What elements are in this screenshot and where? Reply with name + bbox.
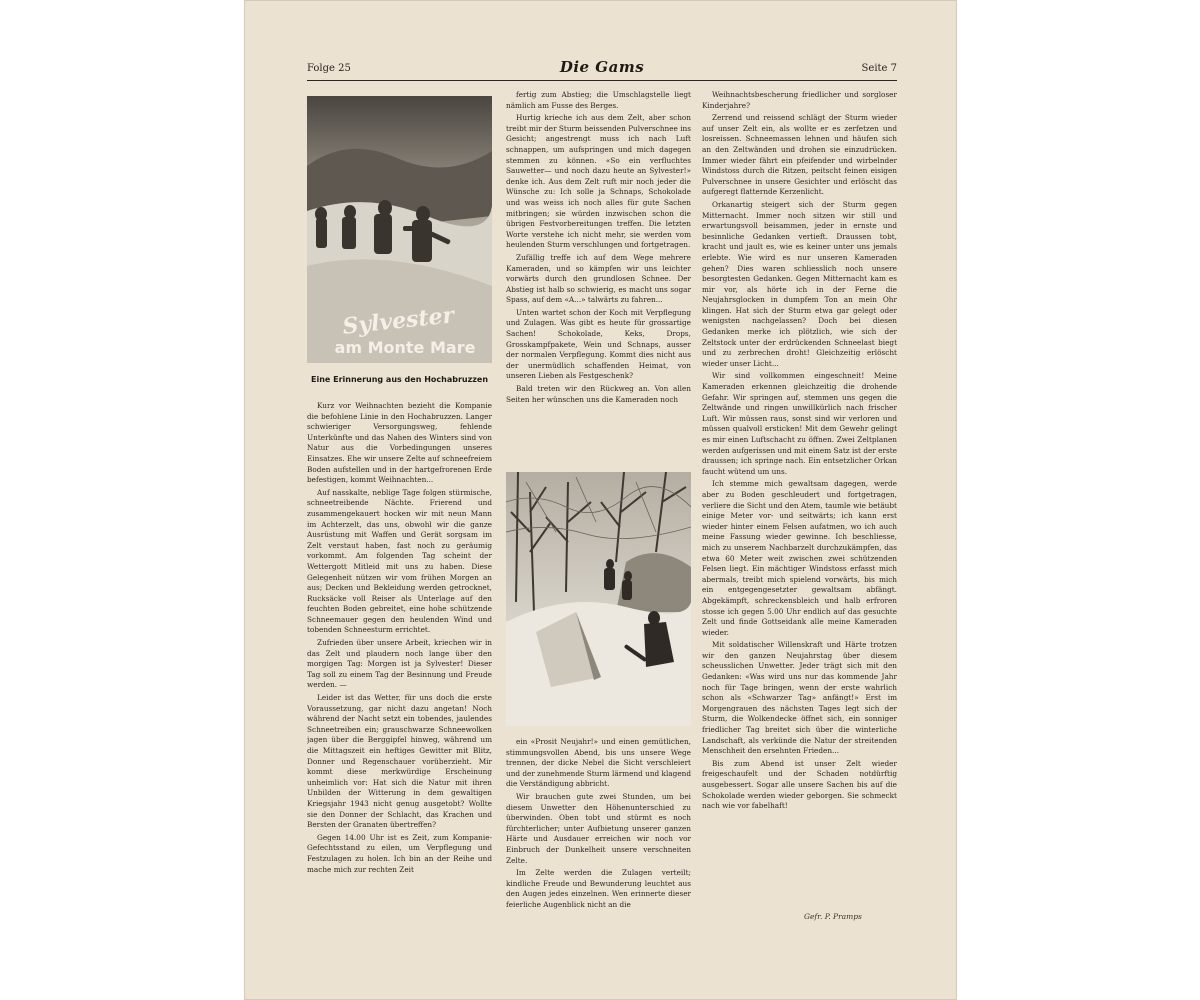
paragraph: Orkanartig steigert sich der Sturm gegen Mitternacht. Immer noch sitzen wir still und erwartungsvoll beisammen, jeder in ernste und besinnliche Gedanken vertieft. Draussen tobt, kracht und jault es, wie es keiner unter uns jemals erlebte. Wie wird es nur unseren Kameraden gehen? Dies waren schliesslich noch unsere besorgtesten Gedanken. Gegen Mitternacht kam es mir vor, als hörte ich in der Ferne die Neujahrsglocken in dumpfem Ton an mein Ohr klingen. Hat sich der Sturm etwa gar gelegt oder wenigsten nachgelassen? Doch bei diesen Gedanken merke ich plötzlich, wie sich der Zeltstock unter der erdrückenden Schneelast biegt und zu zerbrechen droht! Gleichzeitig erlöscht wieder unser Licht...	[702, 199, 897, 368]
paragraph: fertig zum Abstieg; die Umschlagstelle liegt nämlich am Fusse des Berges.	[506, 90, 691, 110]
paragraph: Leider ist das Wetter, für uns doch die erste Voraussetzung, gar nicht dazu angetan! Noch während der Nacht setzt ein tobendes, jaulendes Schneetreiben ein; grauschwarze Schneewolken jagen über die Berggipfel hinweg, während um die Mittagszeit ein heftiges Gewitter mit Blitz, Donner und Regenschauer vorüberzieht. Mir kommt diese merkwürdige Erscheinung unheimlich vor: Hat sich die Natur mit ihren Unbilden der Witterung in dem gewaltigen Kriegsjahr 1943 nicht genug ausgetobt? Wollte sie den Donner der Schlacht, das Krachen und Bersten der Granaten übertreffen?	[307, 693, 492, 830]
paragraph: Zerrend und reissend schlägt der Sturm wieder auf unser Zelt ein, als wollte er es zerfetzen und losreissen. Schneemassen lehnen und häufen sich an den Zeltwänden und drohen sie einzudrücken. Immer wieder fährt ein pfeifender und wirbelnder Windstoss durch die Ritzen, peitscht feinen eisigen Pulverschnee in unsere Gesichter und erlöscht das aufgeregt flatternde Kerzenlicht.	[702, 113, 897, 197]
article-title-line1: Sylvester	[341, 302, 456, 340]
paragraph: Unten wartet schon der Koch mit Verpflegung und Zulagen. Was gibt es heute für grossartige Sachen! Schokolade, Keks, Drops, Grosskampfpakete, Wein und Schnaps, ausser der normalen Verpflegung. Kommt dies nicht aus der unermüdlich schaffenden Heimat, von unseren Lieben als Festgeschenk?	[506, 307, 691, 381]
paragraph: Gegen 14.00 Uhr ist es Zeit, zum Kompanie-Gefechtsstand zu eilen, um Verpflegung und Festzulagen zu holen. Ich bin an der Reihe und mache mich zur rechten Zeit	[307, 832, 492, 874]
paragraph: Wir brauchen gute zwei Stunden, um bei diesem Unwetter den Höhenunterschied zu überwinden. Oben tobt und stürmt es noch fürchterlicher; unter Aufbietung unserer ganzen Härte und Ausdauer erreichen wir noch vor Einbruch der Dunkelheit unsere verschneiten Zelte.	[506, 791, 691, 865]
newspaper-page	[244, 0, 957, 1000]
title-photo-mountaineers	[307, 96, 492, 363]
snow-camp-photo	[506, 472, 691, 726]
paragraph: Wir sind vollkommen eingeschneit! Meine Kameraden erkennen gleichzeitig die drohende Gefahr. Wir springen auf, stemmen uns gegen die Zeltwände und ringen unwillkürlich nach frischer Luft. Wir müssen raus, sonst sind wir verloren und müssen qualvoll ersticken! Mit dem Gewehr gelingt es mir einen Luftschacht zu öffnen. Zwei Zeltplanen werden aufgerissen und mit einem Satz ist der erste draussen; ich springe nach. Ein entsetzlicher Orkan faucht wütend um uns.	[702, 371, 897, 476]
paragraph: Ich stemme mich gewaltsam dagegen, werde aber zu Boden geschleudert und fortgetragen, verliere die Sicht und den Atem, taumle wie betäubt einige Meter vor- und seitwärts; ich kann erst wieder hinter einem Felsen aufatmen, wo ich auch meine Fassung wieder gewinne. Ich beschliesse, mich zu unserem Nachbarzelt durchzukämpfen, das etwa 60 Meter weit zwischen zwei schützenden Felsen liegt. Ein mächtiger Windstoss erfasst mich abermals, treibt mich spielend vorwärts, bis mich ein entgegengesetzter gewaltsam abfängt. Abgekämpft, schreckensbleich und halb erfroren stosse ich gegen 5.00 Uhr endlich auf das gesuchte Zelt und finde Gottseidank alle meine Kameraden wieder.	[702, 479, 897, 637]
paragraph: ein «Prosit Neujahr!» und einen gemütlichen, stimmungsvollen Abend, bis uns unsere Wege trennen, der dicke Nebel die Sicht verschleiert und der zunehmende Sturm lärmend und klagend die Verständigung abbricht.	[506, 737, 691, 789]
issue-number: Folge 25	[307, 63, 351, 74]
paragraph: Weihnachtsbescherung friedlicher und sorgloser Kinderjahre?	[702, 90, 897, 110]
article-subtitle: Eine Erinnerung aus den Hochabruzzen	[310, 375, 489, 384]
paragraph: Auf nasskalte, neblige Tage folgen stürmische, schneetreibende Nächte. Frierend und zusammengekauert hocken wir mit neun Mann im Achterzelt, das uns, obwohl wir die ganze Ausrüstung mit Waffen und Gerät sorgsam im Zelt verstaut haben, fast noch zu geräumig vorkommt. Am folgenden Tag scheint der Wettergott Mitleid mit uns zu haben. Diese Gelegenheit nützen wir vom frühen Morgen an aus; Decken und Bekleidung werden getrocknet, Rucksäcke voll Reiser als Unterlage auf den feuchten Boden gebreitet, eine hohe schützende Schneemauer gegen den heulenden Wind und tobenden Schneesturm errichtet.	[307, 487, 492, 635]
text-column-3	[702, 90, 897, 925]
masthead-title: Die Gams	[559, 58, 645, 76]
paragraph: Mit soldatischer Willenskraft und Härte trotzen wir den ganzen Neujahrstag über diesem scheusslichen Unwetter. Jeder trägt sich mit den Gedanken: «Was wird uns nur das kommende Jahr noch für Tage bringen, wenn der erste wahrlich schon als «Schwarzer Tag» anfängt!» Erst im Morgengrauen des nächsten Tages legt sich der Sturm, die Wolkendecke öffnet sich, ein sonniger friedlicher Tag breitet sich über die winterliche Landschaft, als verkünde die Natur der streitenden Menschheit den ersehnten Frieden...	[702, 640, 897, 756]
author-signature: Gefr. P. Pramps	[804, 912, 862, 921]
page-number: Seite 7	[861, 63, 897, 74]
text-column-1	[307, 401, 492, 925]
text-column-2	[506, 90, 691, 462]
paragraph: Bis zum Abend ist unser Zelt wieder freigeschaufelt und der Schaden notdürftig ausgebessert. Sogar alle unsere Sachen bis auf die Schokolade werden wieder geborgen. Sie schmeckt nach wie vor fabelhaft!	[702, 758, 897, 811]
paragraph: Zufrieden über unsere Arbeit, kriechen wir in das Zelt und plaudern noch lange über den morgigen Tag: Morgen ist ja Sylvester! Dieser Tag soll zu einem Tag der Besinnung und Freude werden. —	[307, 638, 492, 690]
text-column-2-continued	[506, 737, 691, 927]
paragraph: Bald treten wir den Rückweg an. Von allen Seiten her wünschen uns die Kameraden noch	[506, 384, 691, 404]
paragraph: Hurtig krieche ich aus dem Zelt, aber schon treibt mir der Sturm beissenden Pulverschnee ins Gesicht; angestrengt muss ich nach Luft schnappen, um aufspringen und mich dagegen stemmen zu können. «So ein verfluchtes Sauwetter— und noch dazu heute an Sylvester!» denke ich. Aus dem Zelt ruft mir noch jeder die Wünsche zu: Ich solle ja Schnaps, Schokolade und was weiss ich noch alles für gute Sachen mitbringen; sie würden inzwischen schon die übrigen Festvorbereitungen treffen. Die letzten Worte verstehe ich nicht mehr, sie werden vom heulenden Sturm verschlungen und fortgetragen.	[506, 113, 691, 250]
paragraph: Zufällig treffe ich auf dem Wege mehrere Kameraden, und so kämpfen wir uns leichter vorwärts durch den grundlosen Schnee. Der Abstieg ist halb so schwierig, es macht uns sogar Spass, auf dem «A...» talwärts zu fahren...	[506, 252, 691, 305]
page-header	[307, 58, 897, 81]
paragraph: Kurz vor Weihnachten bezieht die Kompanie die befohlene Linie in den Hochabruzzen. Langer schwieriger Versorgungsweg, fehlende Unterkünfte und das Nahen des Winters sind von Natur aus die Vorbedingungen unseres Einsatzes. Ehe wir unsere Zelte auf schneefreiem Boden aufstellen und in der hartgefrorenen Erde befestigen, kommt Weihnachten...	[307, 401, 492, 485]
article-title-line2: am Monte Mare	[334, 338, 476, 357]
paragraph: Im Zelte werden die Zulagen verteilt; kindliche Freude und Bewunderung leuchtet aus den Augen jedes einzelnen. Wen erinnerte dieser feierliche Augenblick nicht an die	[506, 868, 691, 909]
